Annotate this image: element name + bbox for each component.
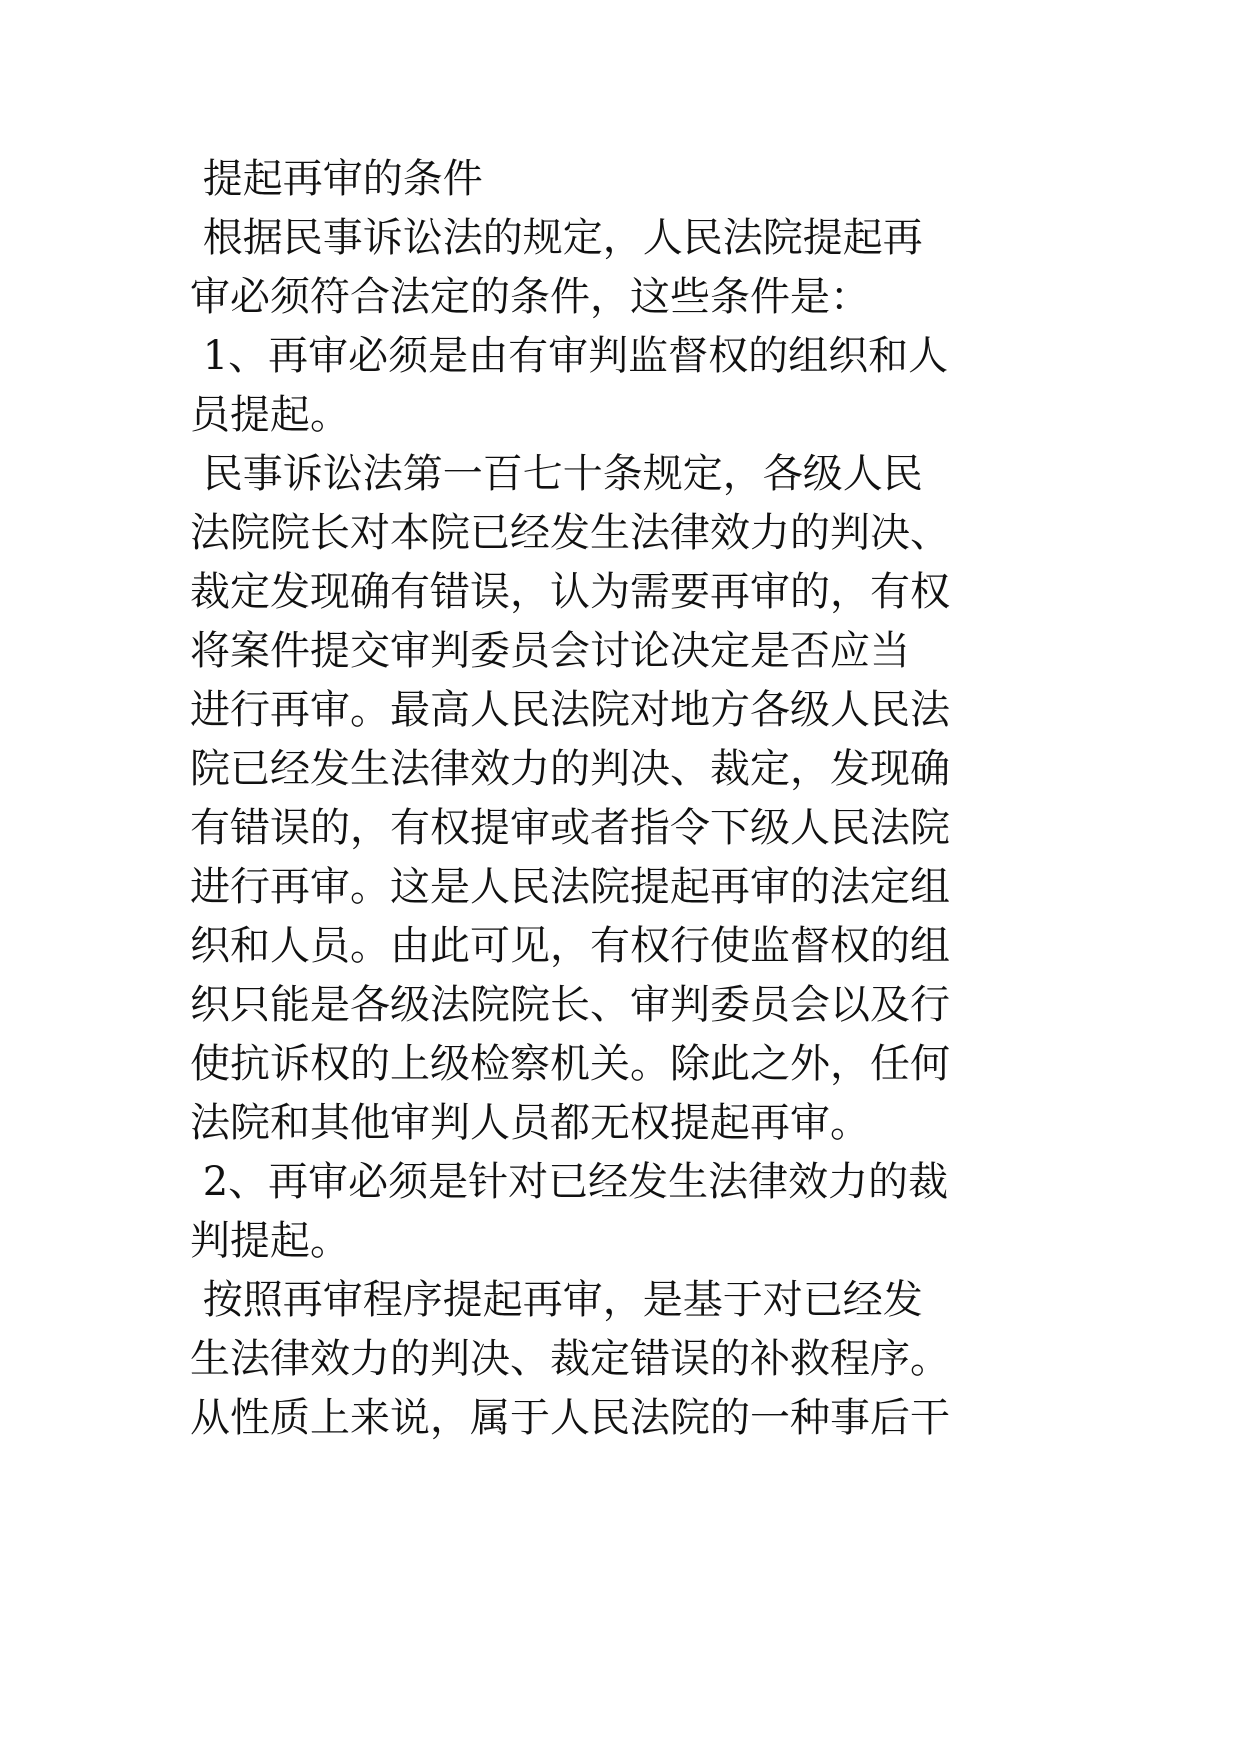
text-line: 根据民事诉讼法的规定，人民法院提起再 (190, 215, 923, 261)
text-line: 2、再审必须是针对已经发生法律效力的裁 (190, 1159, 949, 1205)
text-line: 有错误的，有权提审或者指令下级人民法院 (190, 805, 950, 851)
text-line: 法院和其他审判人员都无权提起再审。 (190, 1100, 870, 1146)
text-line: 院已经发生法律效力的判决、裁定，发现确 (190, 746, 950, 792)
text-line: 织只能是各级法院院长、审判委员会以及行 (190, 982, 950, 1028)
text-line: 织和人员。由此可见，有权行使监督权的组 (190, 923, 950, 969)
heading-line: 提起再审的条件 (190, 156, 483, 202)
text-line: 判提起。 (190, 1218, 350, 1264)
text-line: 从性质上来说，属于人民法院的一种事后干 (190, 1395, 950, 1441)
text-line: 使抗诉权的上级检察机关。除此之外，任何 (190, 1041, 950, 1087)
text-line: 按照再审程序提起再审，是基于对已经发 (190, 1277, 923, 1323)
text-line: 进行再审。这是人民法院提起再审的法定组 (190, 864, 950, 910)
text-line: 民事诉讼法第一百七十条规定，各级人民 (190, 451, 923, 497)
text-line: 生法律效力的判决、裁定错误的补救程序。 (190, 1336, 950, 1382)
text-line: 将案件提交审判委员会讨论决定是否应当 (190, 628, 910, 674)
text-line: 裁定发现确有错误，认为需要再审的，有权 (190, 569, 950, 615)
text-line: 员提起。 (190, 392, 350, 438)
text-line: 审必须符合法定的条件，这些条件是： (190, 274, 870, 320)
document-body (190, 150, 1090, 1448)
text-line: 法院院长对本院已经发生法律效力的判决、 (190, 510, 950, 556)
text-line: 进行再审。最高人民法院对地方各级人民法 (190, 687, 950, 733)
text-line: 1、再审必须是由有审判监督权的组织和人 (190, 333, 949, 379)
